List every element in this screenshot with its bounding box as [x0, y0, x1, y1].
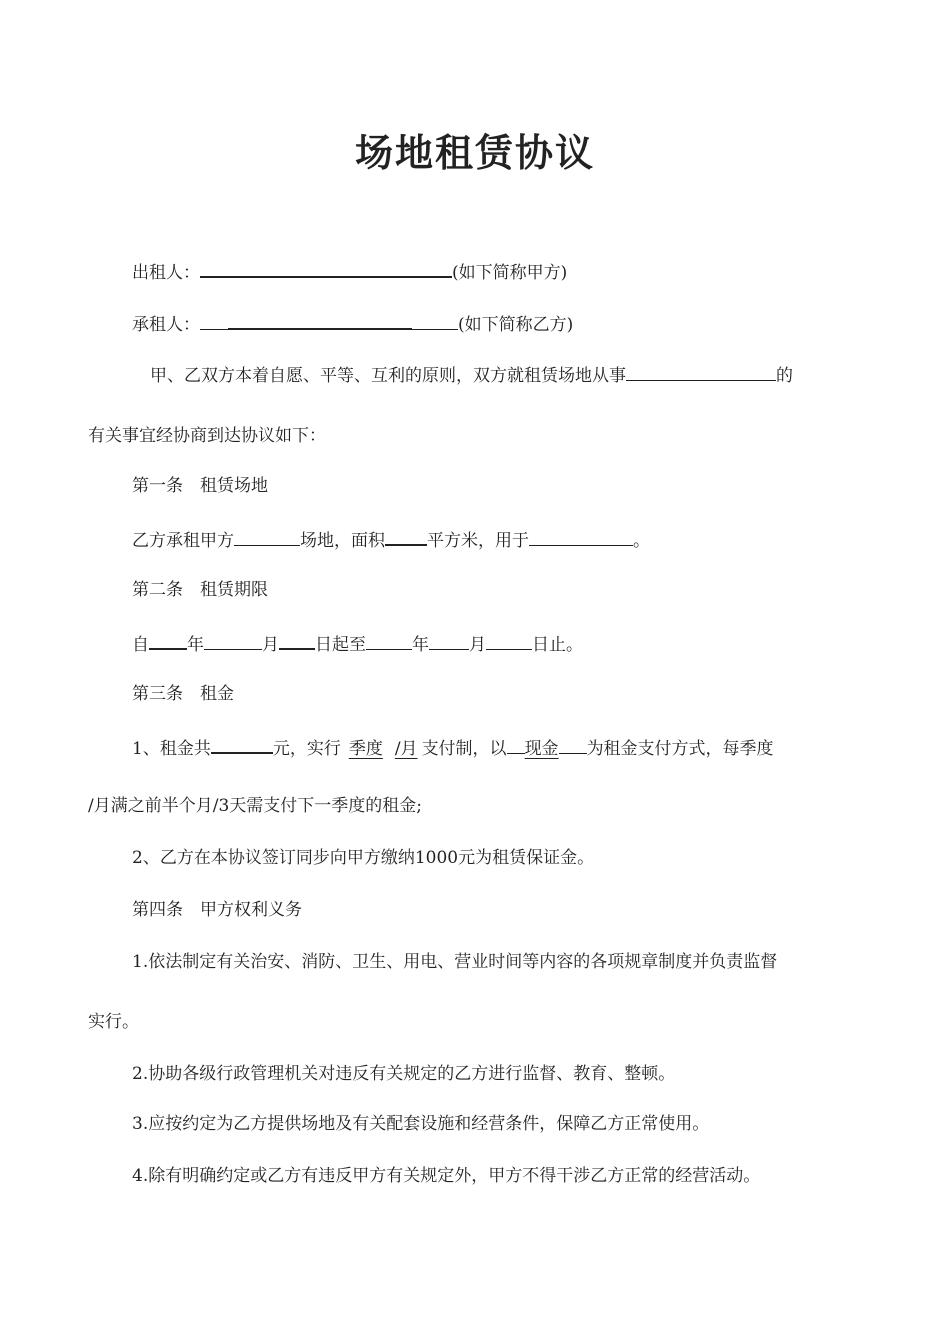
business-blank[interactable] — [626, 362, 776, 381]
document-title: 场地租赁协议 — [354, 130, 595, 175]
lessee-blank[interactable] — [228, 310, 412, 330]
article4-heading: 第四条 甲方权利义务 — [132, 900, 302, 920]
end-month-blank[interactable] — [429, 631, 469, 650]
end-day-blank[interactable] — [486, 631, 532, 650]
rent-text-2: 元，实行 — [272, 739, 341, 759]
article1-text-1: 乙方承租甲方 — [132, 531, 234, 551]
article4-item2: 2.协助各级行政管理机关对违反有关规定的乙方进行监督、教育、整顿。 — [132, 1064, 676, 1084]
lessee-suffix: (如下简称乙方) — [458, 315, 574, 335]
article2-text-1: 自 — [132, 635, 149, 655]
article2-text-7: 日止。 — [532, 635, 583, 655]
article1-text-2: 场地，面积 — [300, 531, 385, 551]
lessee-blank-right — [412, 311, 458, 330]
start-day-blank[interactable] — [279, 630, 315, 650]
lessee-label: 承租人： — [132, 315, 200, 335]
end-year-blank[interactable] — [366, 631, 412, 650]
intro-line-1 — [150, 362, 793, 388]
article4-item4: 4.除有明确约定或乙方有违反甲方有关规定外，甲方不得干涉乙方正常的经营活动。 — [132, 1166, 761, 1186]
rent-period-season: 季度 — [348, 739, 383, 759]
intro-text-2: 的 — [776, 366, 793, 386]
article1-body — [132, 526, 650, 553]
venue-blank[interactable] — [234, 527, 300, 546]
payment-method-cash: 现金 — [524, 739, 559, 759]
lessee-line — [132, 310, 573, 337]
lessor-label: 出租人： — [132, 263, 200, 283]
article2-text-5: 年 — [412, 635, 429, 655]
start-year-blank[interactable] — [149, 630, 187, 650]
article2-text-3: 月 — [262, 635, 279, 655]
article2-body — [132, 630, 583, 657]
article4-item1-line2: 实行。 — [88, 1012, 139, 1032]
lessor-blank[interactable] — [200, 258, 452, 278]
intro-line-2: 有关事宜经协商到达协议如下： — [88, 426, 326, 446]
lessee-blank-left — [200, 311, 228, 330]
article3-heading: 第三条 租金 — [132, 684, 234, 704]
rent-text-1: 1、租金共 — [132, 739, 211, 759]
article2-text-6: 月 — [469, 635, 486, 655]
rent-text-3: 支付制，以 — [421, 739, 507, 759]
article1-heading: 第一条 租赁场地 — [132, 476, 268, 496]
article2-heading: 第二条 租赁期限 — [132, 580, 268, 600]
article3-item2: 2、乙方在本协议签订同步向甲方缴纳1000元为租赁保证金。 — [132, 848, 595, 868]
article3-item1-line2: /月满之前半个月/3天需支付下一季度的租金; — [88, 796, 422, 816]
payment-blank-left — [507, 735, 525, 754]
start-month-blank[interactable] — [204, 631, 262, 650]
article2-text-2: 年 — [187, 635, 204, 655]
rent-amount-blank[interactable] — [211, 734, 273, 754]
payment-blank-right — [559, 735, 587, 754]
article4-item3: 3.应按约定为乙方提供场地及有关配套设施和经营条件，保障乙方正常使用。 — [132, 1114, 710, 1134]
article4-item1-line1: 1.依法制定有关治安、消防、卫生、用电、营业时间等内容的各项规章制度并负责监督 — [132, 952, 778, 972]
usage-blank[interactable] — [529, 527, 633, 546]
article3-item1-line1 — [132, 734, 774, 761]
article1-text-4: 。 — [633, 531, 650, 551]
intro-text-1: 甲、乙双方本着自愿、平等、互利的原则，双方就租赁场地从事 — [150, 366, 626, 386]
area-blank[interactable] — [385, 526, 427, 546]
article2-text-4: 日起至 — [315, 635, 366, 655]
article1-text-3: 平方米，用于 — [427, 531, 529, 551]
lessor-suffix: (如下简称甲方) — [452, 263, 568, 283]
rent-text-4: 为租金支付方式，每季度 — [586, 739, 774, 759]
rent-period-month: /月 — [394, 739, 418, 759]
lessor-line — [132, 258, 567, 285]
